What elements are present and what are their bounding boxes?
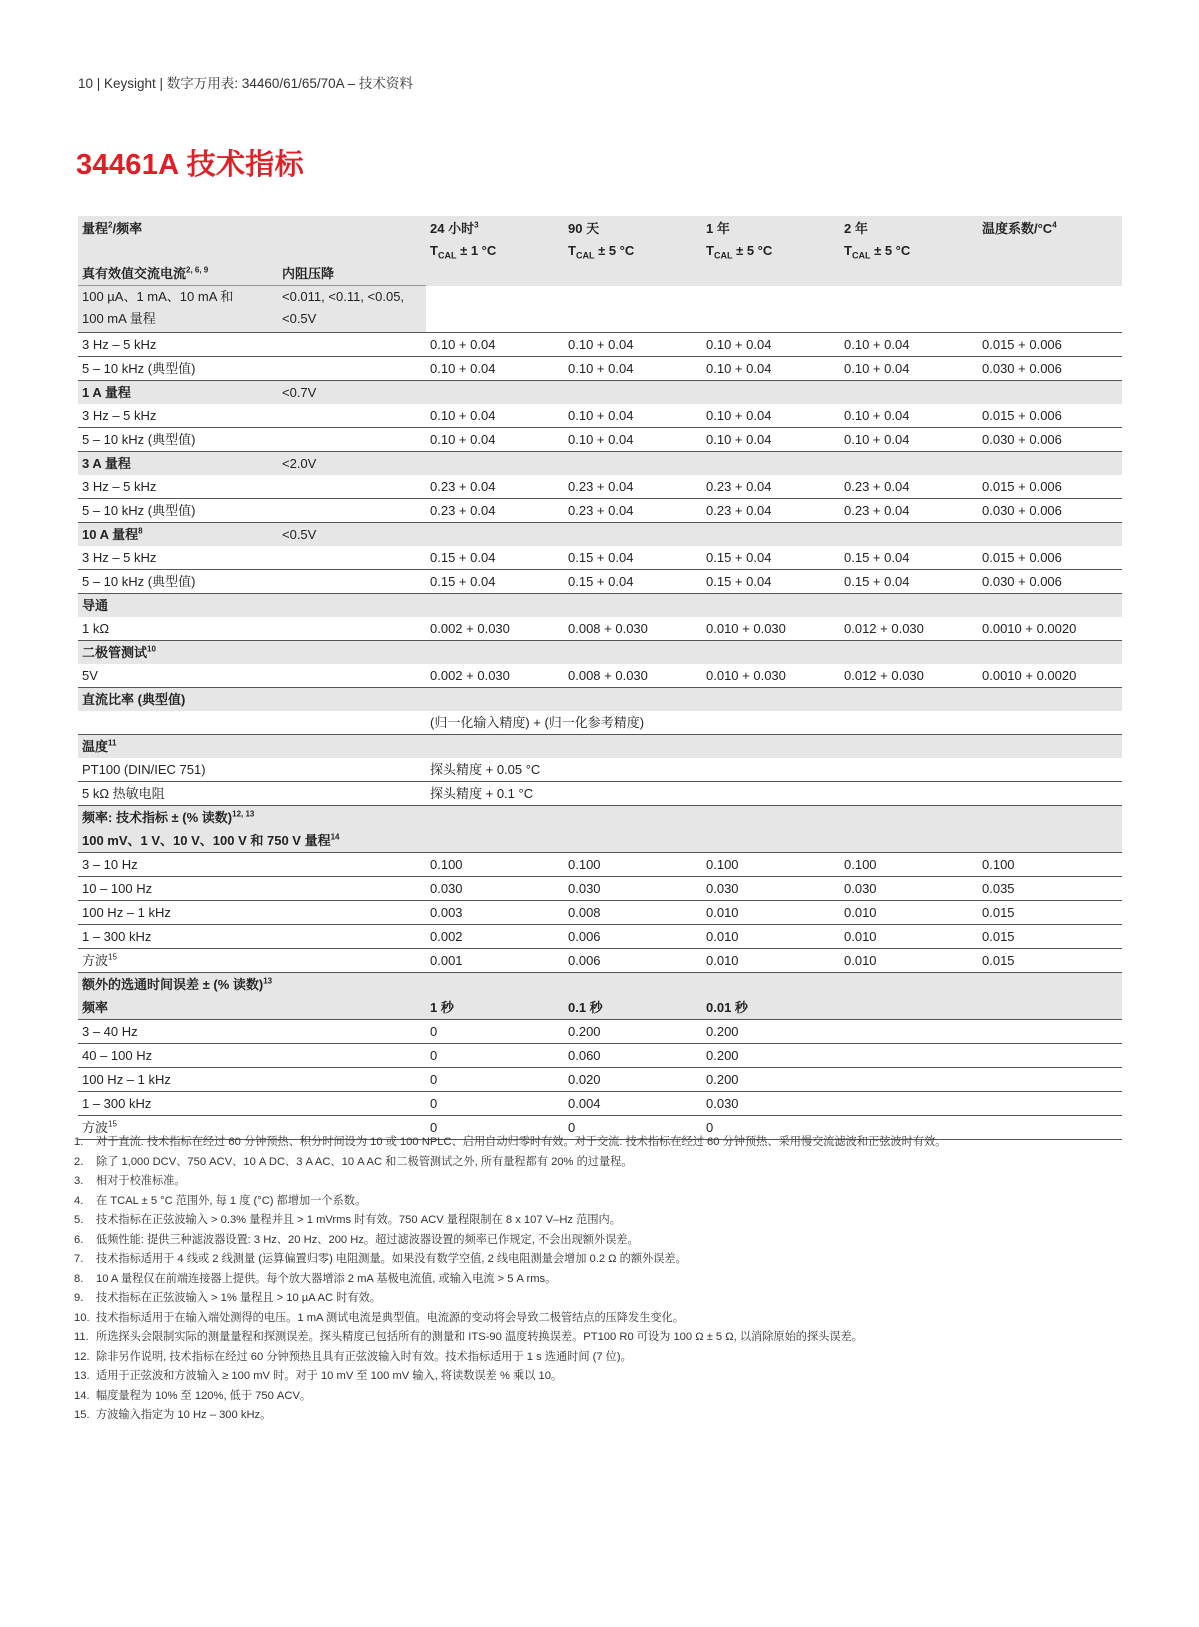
footnote: 5. 技术指标在正弦波输入 > 0.3% 量程并且 > 1 mVrms 时有效。750 ACV 量程限制在 8 x 107 V–Hz 范围内。 [74,1214,621,1226]
section-1a-range: 1 A 量程 <0.7V [78,381,1122,405]
footnote: 10. 技术指标适用于在输入端处测得的电压。1 mA 测试电流是典型值。电流源的变动将会导致二极管结点的压降发生变化。 [74,1311,684,1324]
footnotes [74,1133,946,1426]
table-row: 5 – 10 kHz (典型值) 0.23 + 0.04 0.23 + 0.04 0.23 + 0.04 0.23 + 0.04 0.030 + 0.006 [78,499,1122,523]
footnote: 12. 除非另作说明, 技术指标在经过 60 分钟预热且具有正弦波输入时有效。技术指标适用于 1 s 选通时间 (7 位)。 [74,1350,632,1363]
footnote: 6. 低频性能: 提供三种滤波器设置: 3 Hz、20 Hz、200 Hz。超过滤波器设置的频率已作规定, 不会出现额外误差。 [74,1233,639,1246]
footnote: 13. 适用于正弦波和方波输入 ≥ 100 mV 时。对于 10 mV 至 100 mV 输入, 将读数误差 % 乘以 10。 [74,1370,563,1382]
footnote: 2. 除了 1,000 DCV、750 ACV、10 A DC、3 A AC、10 A AC 和二极管测试之外, 所有量程都有 20% 的过量程。 [74,1155,633,1168]
spec-table [78,216,1122,1140]
table-row: (归一化输入精度) + (归一化参考精度) [78,711,1122,735]
section-diode-test: 二极管测试$^{10}$ [78,641,1122,665]
footnote: 4. 在 TCAL ± 5 °C 范围外, 每 1 度 (°C) 都增加一个系数。 [74,1194,367,1207]
table-row: 3 Hz – 5 kHz 0.15 + 0.04 0.15 + 0.04 0.15 + 0.04 0.15 + 0.04 0.015 + 0.006 [78,546,1122,570]
table-row: 5V 0.002 + 0.030 0.008 + 0.030 0.010 + 0.030 0.012 + 0.030 0.0010 + 0.0020 [78,664,1122,688]
small-range-row: 100 µA、1 mA、10 mA 和 100 mA 量程 <0.011, <0.11, <0.05, <0.5V [78,286,1122,333]
page-title: 34461A 技术指标 [76,149,304,181]
table-row: 3 Hz – 5 kHz 0.10 + 0.04 0.10 + 0.04 0.10 + 0.04 0.10 + 0.04 0.015 + 0.006 [78,333,1122,357]
section-frequency: 频率: 技术指标 ± (% 读数)$^{12, 13}$ [78,806,1122,830]
footnote: 7. 技术指标适用于 4 线或 2 线测量 (运算偏置归零) 电阻测量。如果没有数学空值, 2 线电阻测量会增加 0.2 Ω 的额外误差。 [74,1253,687,1265]
col-range-header: 量程 [82,221,109,236]
table-row: 10 – 100 Hz 0.030 0.030 0.030 0.030 0.035 [78,877,1122,901]
table-row: 3 – 10 Hz 0.100 0.100 0.100 0.100 0.100 [78,853,1122,877]
footnote: 3. 相对于校准标准。 [74,1175,186,1187]
table-row: 1 – 300 kHz 0 0.004 0.030 [78,1092,1122,1116]
table-header-row: 量程$^2$/频率 24 小时$^3$ $T_{CAL} \pm 1$ °C 90 天 $T_{CAL} \pm 5$ °C 1 年 $T_{CAL} \pm 5$ °C 2 年 $T_{CAL} \pm 5$ °C 温度系数$/^\circ C^4$ [78,216,1122,262]
table-row: 100 Hz – 1 kHz 0.003 0.008 0.010 0.010 0.015 [78,901,1122,925]
page-header: 10 | Keysight | 数字万用表: 34460/61/65/70A – 技术资料 [78,76,413,91]
section-gate-time: 额外的选通时间误差 ± (% 读数)$^{13}$ [78,973,1122,997]
section-dc-ratio: 直流比率 (典型值) [78,688,1122,712]
table-row: 3 Hz – 5 kHz 0.23 + 0.04 0.23 + 0.04 0.23 + 0.04 0.23 + 0.04 0.015 + 0.006 [78,475,1122,499]
section-frequency-ranges: 100 mV、1 V、10 V、100 V 和 750 V 量程$^{14}$ [78,829,1122,853]
section-continuity: 导通 [78,594,1122,618]
footnote: 15. 方波输入指定为 10 Hz – 300 kHz。 [74,1409,272,1421]
table-row: 1 kΩ 0.002 + 0.030 0.008 + 0.030 0.010 + 0.030 0.012 + 0.030 0.0010 + 0.0020 [78,617,1122,641]
footnote: 1. 对于直流: 技术指标在经过 60 分钟预热、积分时间设为 10 或 100 NPLC、启用自动归零时有效。对于交流: 技术指标在经过 60 分钟预热、采用慢交流滤波和正弦波时有效。 [74,1136,947,1148]
table-row: 1 – 300 kHz 0.002 0.006 0.010 0.010 0.015 [78,925,1122,949]
table-row: 3 Hz – 5 kHz 0.10 + 0.04 0.10 + 0.04 0.10 + 0.04 0.10 + 0.04 0.015 + 0.006 [78,404,1122,428]
table-row: 3 – 40 Hz 0 0.200 0.200 [78,1020,1122,1044]
col-tempco-header: 温度系数$/^\circ C^4$ [978,216,1122,262]
table-row: 5 – 10 kHz (典型值) 0.10 + 0.04 0.10 + 0.04 0.10 + 0.04 0.10 + 0.04 0.030 + 0.006 [78,428,1122,452]
footnote: 8. 10 A 量程仅在前端连接器上提供。每个放大器增添 2 mA 基极电流值, 或输入电流 > 5 A rms。 [74,1272,557,1285]
table-row: 5 kΩ 热敏电阻 探头精度 + 0.1 °C [78,782,1122,806]
section-temperature: 温度$^{11}$ [78,735,1122,759]
ac-rms-current-row: 真有效值交流电流$^{2, 6, 9}$ 内阻压降 [78,262,1122,286]
col-90d-header: 90 天 $T_{CAL} \pm 5$ °C [564,216,702,262]
gate-header-row: 频率 1 秒 0.1 秒 0.01 秒 [78,996,1122,1020]
table-row: 5 – 10 kHz (典型值) 0.15 + 0.04 0.15 + 0.04 0.15 + 0.04 0.15 + 0.04 0.030 + 0.006 [78,570,1122,594]
table-row: 方波$^{15}$ 0.001 0.006 0.010 0.010 0.015 [78,949,1122,973]
table-row: 100 Hz – 1 kHz 0 0.020 0.200 [78,1068,1122,1092]
footnote: 14. 幅度量程为 10% 至 120%, 低于 750 ACV。 [74,1389,312,1402]
col-1y-header: 1 年 $T_{CAL} \pm 5$ °C [702,216,840,262]
table-row: 5 – 10 kHz (典型值) 0.10 + 0.04 0.10 + 0.04 0.10 + 0.04 0.10 + 0.04 0.030 + 0.006 [78,357,1122,381]
section-10a-range: 10 A 量程$^8$ <0.5V [78,523,1122,547]
footnote: 11. 所选探头会限制实际的测量量程和探测误差。探头精度已包括所有的测量和 ITS-90 温度转换误差。PT100 R0 可设为 100 Ω ± 5 Ω, 以消除原始的探头误差。 [74,1331,863,1343]
col-2y-header: 2 年 $T_{CAL} \pm 5$ °C [840,216,978,262]
col-24h-header: 24 小时$^3$ $T_{CAL} \pm 1$ °C [426,216,564,262]
table-row: PT100 (DIN/IEC 751) 探头精度 + 0.05 °C [78,758,1122,782]
footnote: 9. 技术指标在正弦波输入 > 1% 量程且 > 10 µA AC 时有效。 [74,1292,381,1304]
table-row: 40 – 100 Hz 0 0.060 0.200 [78,1044,1122,1068]
table-row: 方波$^{15}$ 0 0 0 [78,1116,1122,1140]
section-3a-range: 3 A 量程 <2.0V [78,452,1122,476]
